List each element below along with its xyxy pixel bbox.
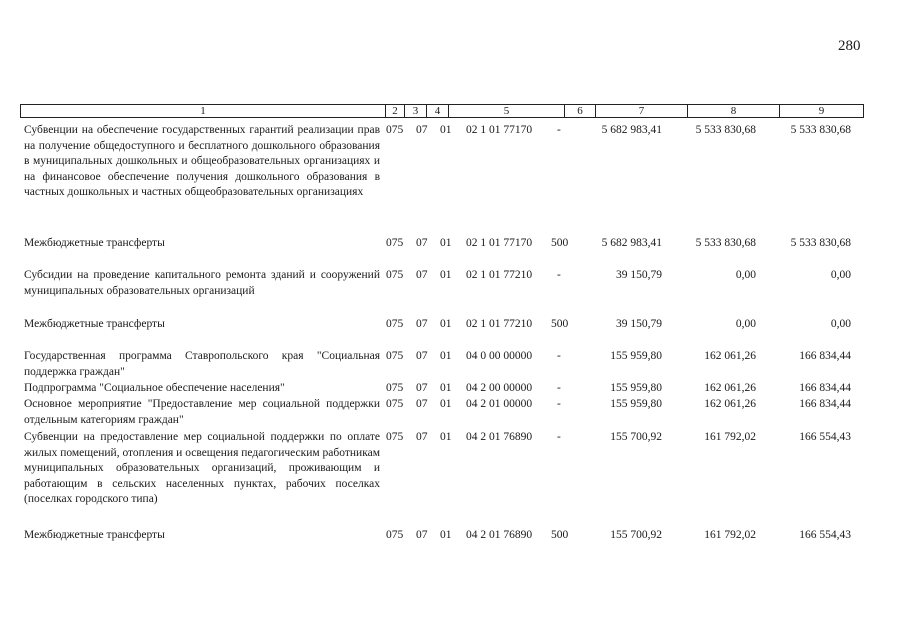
row-col-2: 075 bbox=[386, 124, 404, 136]
row-col-3: 07 bbox=[416, 431, 428, 443]
row-name: Основное мероприятие "Предоставление мер социальной поддержки отдельным категориям граждан" bbox=[24, 398, 380, 426]
row-col-4: 01 bbox=[440, 382, 452, 394]
row-col-4: 01 bbox=[440, 350, 452, 362]
row-col-5: 04 2 01 76890 bbox=[466, 431, 533, 443]
row-col-8: 5 533 830,68 bbox=[695, 124, 756, 136]
row-col-6: - bbox=[557, 431, 561, 443]
row-col-6: - bbox=[557, 382, 561, 394]
row-col-4: 01 bbox=[440, 431, 452, 443]
row-col-9: 166 554,43 bbox=[799, 529, 851, 541]
row-col-4: 01 bbox=[440, 529, 452, 541]
row-col-8: 0,00 bbox=[735, 269, 756, 281]
row-col-3: 07 bbox=[416, 529, 428, 541]
row-col-6: - bbox=[557, 398, 561, 410]
row-col-4: 01 bbox=[440, 398, 452, 410]
row-name: Межбюджетные трансферты bbox=[24, 529, 165, 541]
row-col-2: 075 bbox=[386, 431, 404, 443]
header-col-3: 3 bbox=[404, 105, 426, 117]
row-col-8: 161 792,02 bbox=[704, 431, 756, 443]
row-col-7: 155 959,80 bbox=[610, 382, 662, 394]
page-number: 280 bbox=[838, 38, 861, 54]
row-col-9: 166 834,44 bbox=[799, 382, 851, 394]
row-name: Межбюджетные трансферты bbox=[24, 237, 165, 249]
row-col-7: 39 150,79 bbox=[616, 318, 662, 330]
row-col-9: 166 554,43 bbox=[799, 431, 851, 443]
row-col-5: 02 1 01 77170 bbox=[466, 124, 533, 136]
row-name: Межбюджетные трансферты bbox=[24, 318, 165, 330]
row-col-3: 07 bbox=[416, 124, 428, 136]
row-col-9: 5 533 830,68 bbox=[790, 124, 851, 136]
row-col-7: 39 150,79 bbox=[616, 269, 662, 281]
row-col-3: 07 bbox=[416, 382, 428, 394]
row-col-2: 075 bbox=[386, 318, 404, 330]
row-col-8: 162 061,26 bbox=[704, 350, 756, 362]
row-col-6: 500 bbox=[551, 529, 569, 541]
row-col-5: 04 2 00 00000 bbox=[466, 382, 533, 394]
row-col-5: 04 0 00 00000 bbox=[466, 350, 533, 362]
row-col-9: 5 533 830,68 bbox=[790, 237, 851, 249]
row-col-4: 01 bbox=[440, 237, 452, 249]
row-col-8: 161 792,02 bbox=[704, 529, 756, 541]
row-col-9: 166 834,44 bbox=[799, 350, 851, 362]
row-col-8: 162 061,26 bbox=[704, 398, 756, 410]
row-col-3: 07 bbox=[416, 269, 428, 281]
header-col-7: 7 bbox=[595, 105, 687, 117]
row-col-9: 0,00 bbox=[830, 269, 851, 281]
row-col-2: 075 bbox=[386, 237, 404, 249]
row-col-6: - bbox=[557, 124, 561, 136]
row-col-7: 155 959,80 bbox=[610, 398, 662, 410]
row-col-5: 02 1 01 77210 bbox=[466, 318, 533, 330]
row-col-8: 0,00 bbox=[735, 318, 756, 330]
row-col-5: 02 1 01 77210 bbox=[466, 269, 533, 281]
table-header bbox=[20, 104, 864, 118]
row-col-7: 155 959,80 bbox=[610, 350, 662, 362]
row-col-6: - bbox=[557, 350, 561, 362]
row-col-7: 5 682 983,41 bbox=[601, 237, 662, 249]
header-col-1: 1 bbox=[200, 105, 206, 117]
row-col-2: 075 bbox=[386, 269, 404, 281]
row-col-4: 01 bbox=[440, 318, 452, 330]
header-col-8: 8 bbox=[687, 105, 779, 117]
row-name: Государственная программа Ставропольского края "Социальная поддержка граждан" bbox=[24, 350, 380, 378]
row-name: Субсидии на проведение капитального ремонта зданий и сооружений муниципальных образовательных организаций bbox=[24, 269, 380, 297]
row-col-2: 075 bbox=[386, 529, 404, 541]
row-col-3: 07 bbox=[416, 398, 428, 410]
row-col-3: 07 bbox=[416, 318, 428, 330]
row-col-8: 5 533 830,68 bbox=[695, 237, 756, 249]
row-col-2: 075 bbox=[386, 398, 404, 410]
row-col-6: 500 bbox=[551, 318, 569, 330]
header-col-4: 4 bbox=[426, 105, 448, 117]
row-col-4: 01 bbox=[440, 124, 452, 136]
header-col-9: 9 bbox=[779, 105, 863, 117]
header-col-5: 5 bbox=[448, 105, 564, 117]
row-col-5: 04 2 01 00000 bbox=[466, 398, 533, 410]
row-col-8: 162 061,26 bbox=[704, 382, 756, 394]
row-col-7: 155 700,92 bbox=[610, 529, 662, 541]
row-col-5: 02 1 01 77170 bbox=[466, 237, 533, 249]
row-col-3: 07 bbox=[416, 237, 428, 249]
row-col-2: 075 bbox=[386, 350, 404, 362]
row-col-3: 07 bbox=[416, 350, 428, 362]
row-col-2: 075 bbox=[386, 382, 404, 394]
row-name: Подпрограмма "Социальное обеспечение населения" bbox=[24, 382, 285, 394]
row-col-9: 166 834,44 bbox=[799, 398, 851, 410]
row-col-9: 0,00 bbox=[830, 318, 851, 330]
row-col-7: 155 700,92 bbox=[610, 431, 662, 443]
row-col-7: 5 682 983,41 bbox=[601, 124, 662, 136]
row-col-5: 04 2 01 76890 bbox=[466, 529, 533, 541]
row-col-6: 500 bbox=[551, 237, 569, 249]
row-name: Субвенции на предоставление мер социальной поддержки по оплате жилых помещений, отопления и освещения педагогическим работникам муниципальных образовательных организаций, проживающим и работающим в сельских населенных пунктах, рабочих поселках (поселках городского типа) bbox=[24, 431, 380, 506]
header-col-2: 2 bbox=[385, 105, 404, 117]
header-col-6: 6 bbox=[564, 105, 595, 117]
row-name: Субвенции на обеспечение государственных гарантий реализации прав на получение общедоступного и бесплатного дошкольного образования в муниципальных дошкольных и общеобразовательных организациях и на финансовое обеспечение получения дошкольного образования в частных дошкольных и частных общеобразовательных организациях bbox=[24, 124, 380, 199]
row-col-4: 01 bbox=[440, 269, 452, 281]
row-col-6: - bbox=[557, 269, 561, 281]
